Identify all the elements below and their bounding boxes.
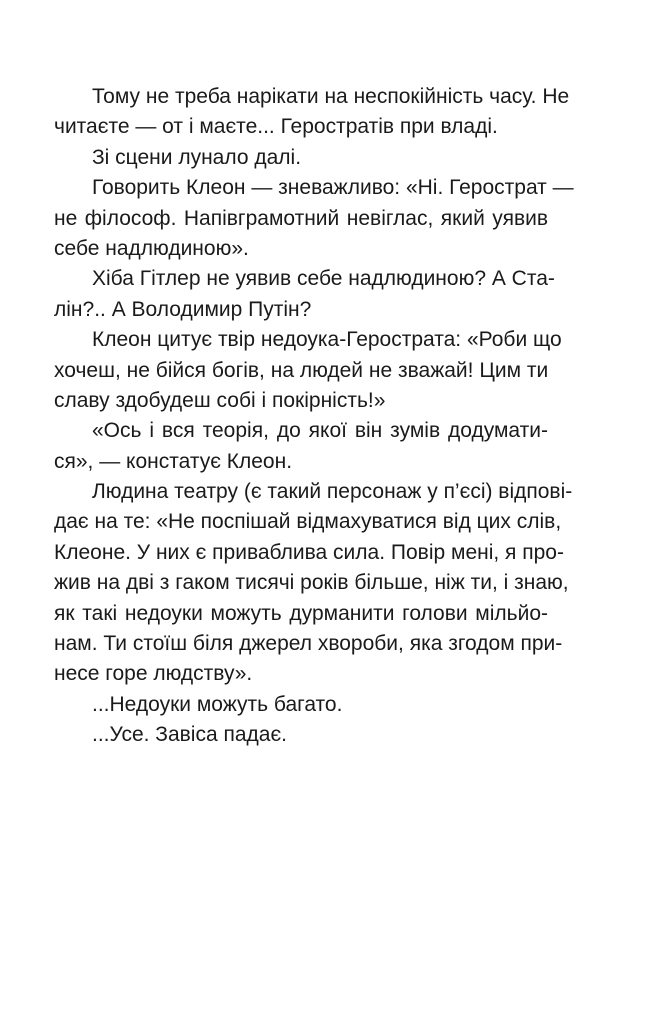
text-line: Говорить Клеон — зневажливо: «Ні. Герострат — <box>92 176 574 200</box>
text-line: не філософ. Напівграмотний невіглас, який уявив <box>54 206 548 230</box>
text-line: «Ось і вся теорія, до якої він зумів додумати- <box>92 419 548 443</box>
text-line: дає на те: «Не поспішай відмахуватися від цих слів, <box>54 510 562 534</box>
text-line: Клеоне. У них є приваблива сила. Повір мені, я про- <box>54 540 564 564</box>
text-line: ...Усе. Завіса падає. <box>92 723 288 747</box>
body-text <box>54 82 574 751</box>
text-line: Зі сцени лунало далі. <box>92 145 302 169</box>
text-line: славу здобудеш собі і покірність!» <box>54 388 386 412</box>
text-line: несе горе людству». <box>54 662 253 686</box>
text-line: жив на дві з гаком тисячі років більше, ніж ти, і знаю, <box>54 571 569 595</box>
text-line: читаєте — от і маєте... Геростратів при владі. <box>54 115 498 139</box>
text-line: хочеш, не бійся богів, на людей не зважай! Цим ти <box>54 358 549 382</box>
text-line: Людина театру (є такий персонаж у п’єсі) відпові- <box>92 480 573 504</box>
text-line: Хіба Гітлер не уявив себе надлюдиною? А Ста- <box>92 267 555 291</box>
text-line: Тому не треба нарікати на неспокійність часу. Не <box>92 85 570 108</box>
text-line: лін?.. А Володимир Путін? <box>54 297 312 321</box>
text-line: себе надлюдиною». <box>54 236 249 260</box>
text-line: як такі недоуки можуть дурманити голови мільйо- <box>54 601 548 625</box>
text-line: Клеон цитує твір недоука-Герострата: «Роби що <box>92 328 562 352</box>
text-line: нам. Ти стоїш біля джерел хвороби, яка згодом при- <box>54 632 563 656</box>
text-line: ся», — констатує Клеон. <box>54 449 293 473</box>
text-line: ...Недоуки можуть багато. <box>92 692 343 716</box>
